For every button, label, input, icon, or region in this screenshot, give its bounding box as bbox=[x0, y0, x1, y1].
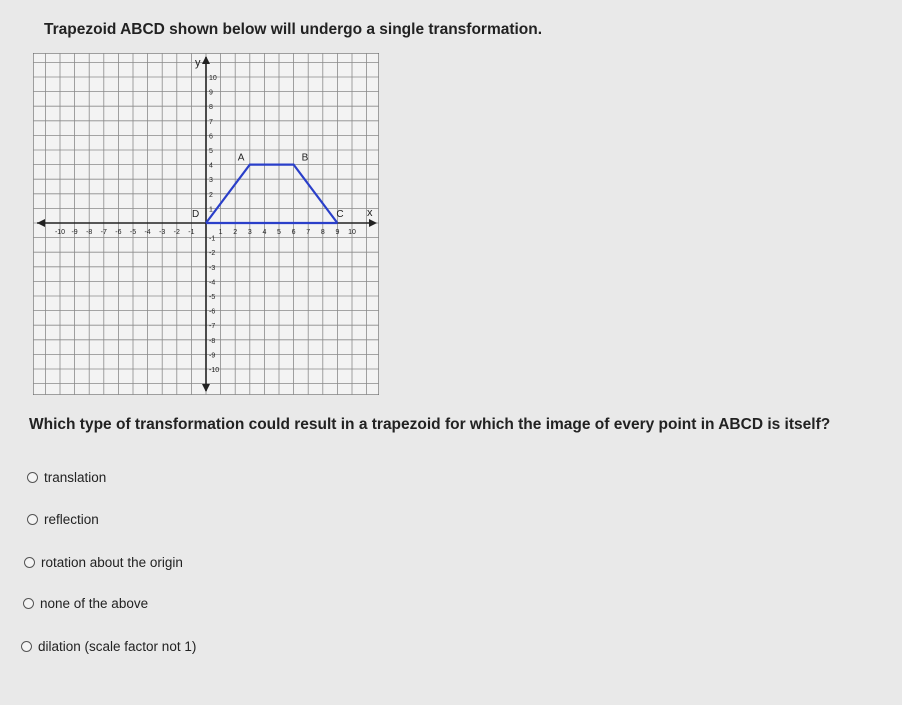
y-tick-label: 1 bbox=[209, 206, 213, 214]
option-dilation[interactable] bbox=[21, 639, 196, 654]
option-translation[interactable] bbox=[27, 470, 106, 485]
vertex-label-b: B bbox=[301, 152, 309, 164]
x-tick-label: -7 bbox=[100, 229, 107, 236]
y-tick-label: -1 bbox=[209, 235, 216, 243]
x-tick-label: -8 bbox=[86, 229, 93, 236]
y-tick-label: -4 bbox=[209, 279, 216, 287]
y-tick-label: 4 bbox=[209, 162, 213, 170]
x-tick-label: 5 bbox=[277, 229, 281, 236]
vertex-label-a: A bbox=[237, 152, 245, 164]
y-tick-label: 8 bbox=[209, 104, 213, 112]
y-tick-label: -9 bbox=[209, 352, 216, 360]
radio-button[interactable] bbox=[27, 514, 38, 525]
radio-button[interactable] bbox=[23, 598, 34, 609]
coordinate-grid-svg bbox=[33, 53, 379, 395]
x-tick-label: 8 bbox=[320, 229, 325, 236]
coordinate-grid bbox=[33, 53, 379, 395]
option-label: reflection bbox=[44, 512, 99, 527]
y-tick-label: 10 bbox=[209, 75, 217, 82]
vertex-label-c: C bbox=[336, 209, 344, 220]
x-tick-label: -1 bbox=[188, 229, 195, 236]
y-tick-label: 9 bbox=[209, 89, 213, 97]
x-tick-label: 9 bbox=[335, 229, 340, 236]
x-tick-label: -2 bbox=[173, 229, 180, 236]
y-tick-label: -2 bbox=[209, 250, 216, 258]
radio-button[interactable] bbox=[24, 557, 35, 568]
option-rotation[interactable] bbox=[24, 555, 183, 570]
x-tick-label: 3 bbox=[247, 229, 252, 236]
option-label: rotation about the origin bbox=[41, 555, 183, 570]
x-tick-label: -5 bbox=[129, 229, 137, 236]
y-tick-label: 3 bbox=[209, 177, 213, 185]
y-tick-label: -7 bbox=[209, 323, 216, 331]
x-tick-label: 1 bbox=[218, 229, 223, 236]
problem-title: Trapezoid ABCD shown below will undergo a single transformation. bbox=[44, 21, 543, 38]
y-tick-label: 5 bbox=[209, 148, 213, 155]
y-tick-label: 2 bbox=[209, 191, 213, 199]
x-tick-label: 4 bbox=[262, 229, 267, 236]
vertex-label-d: D bbox=[192, 209, 200, 220]
option-reflection[interactable] bbox=[27, 512, 99, 527]
option-label: dilation (scale factor not 1) bbox=[38, 639, 197, 654]
question-text: Which type of transformation could result in a trapezoid for which the image of every point in ABCD is itself? bbox=[29, 416, 831, 433]
x-tick-label: -6 bbox=[115, 229, 122, 236]
option-label: translation bbox=[44, 470, 107, 485]
x-tick-label: -10 bbox=[54, 229, 66, 236]
x-axis-label: x bbox=[367, 207, 373, 219]
y-tick-label: -6 bbox=[209, 308, 216, 316]
y-tick-label: 7 bbox=[209, 118, 213, 126]
x-tick-label: -3 bbox=[159, 229, 166, 236]
y-tick-label: 6 bbox=[209, 133, 213, 141]
x-tick-label: 7 bbox=[306, 229, 311, 236]
radio-button[interactable] bbox=[21, 641, 32, 652]
y-tick-label: -3 bbox=[209, 264, 216, 272]
y-tick-label: -5 bbox=[209, 294, 216, 301]
y-axis-label: y bbox=[195, 57, 201, 69]
x-tick-label: -9 bbox=[71, 229, 78, 236]
radio-button[interactable] bbox=[27, 472, 38, 483]
option-label: none of the above bbox=[40, 596, 149, 611]
x-tick-label: 2 bbox=[233, 229, 238, 236]
x-tick-label: -4 bbox=[144, 229, 151, 236]
y-tick-label: -8 bbox=[209, 337, 216, 345]
y-tick-label: -10 bbox=[209, 367, 220, 374]
x-tick-label: 10 bbox=[348, 229, 356, 236]
x-tick-label: 6 bbox=[291, 229, 296, 236]
option-none-of-above[interactable] bbox=[23, 596, 148, 611]
